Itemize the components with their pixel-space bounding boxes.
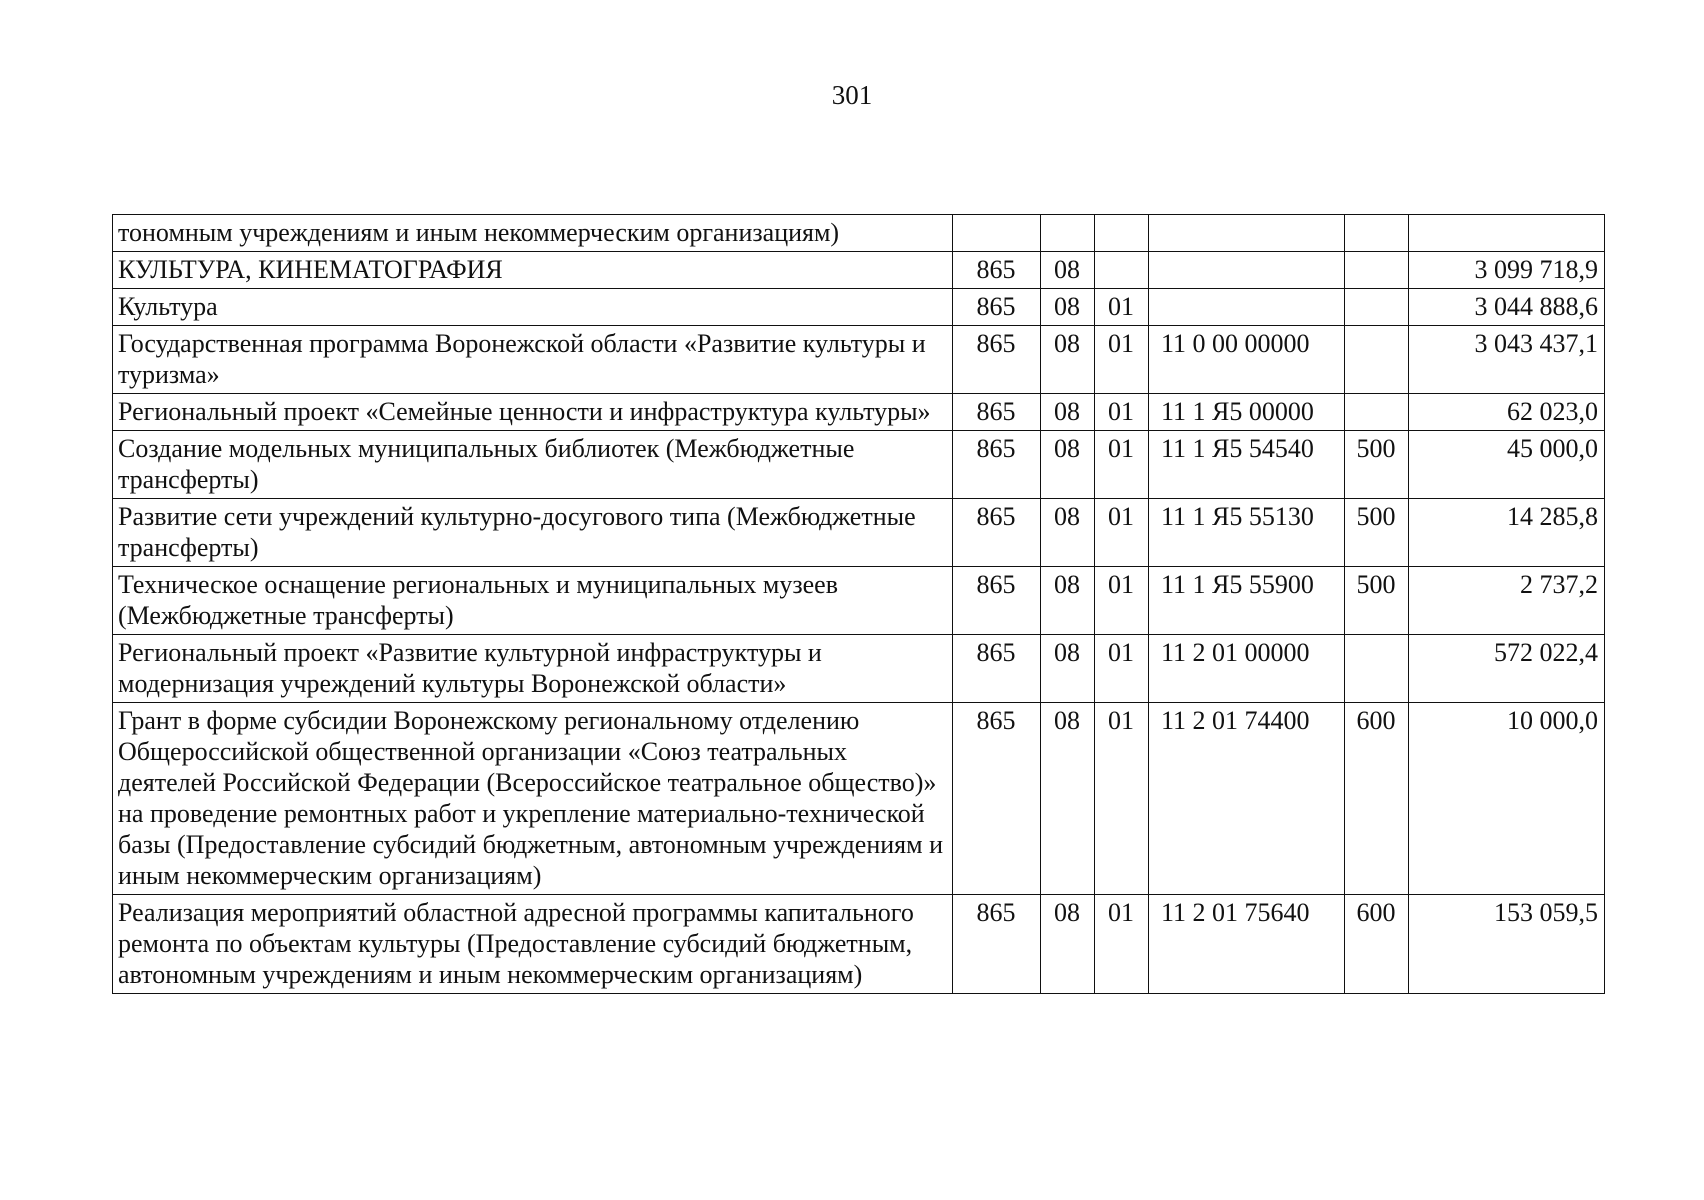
row-name: Создание модельных муниципальных библиотек (Межбюджетные трансферты) [113, 431, 953, 499]
target-code: 11 1 Я5 54540 [1149, 431, 1345, 499]
expense-type-code [1345, 394, 1409, 431]
subsection-code: 01 [1095, 567, 1149, 635]
ministry-code: 865 [953, 703, 1041, 895]
amount: 3 043 437,1 [1409, 326, 1605, 394]
subsection-code: 01 [1095, 289, 1149, 326]
target-code [1149, 289, 1345, 326]
row-name: Культура [113, 289, 953, 326]
section-code: 08 [1041, 326, 1095, 394]
section-code [1041, 215, 1095, 252]
section-code: 08 [1041, 635, 1095, 703]
section-code: 08 [1041, 394, 1095, 431]
row-name: Региональный проект «Семейные ценности и инфраструктура культуры» [113, 394, 953, 431]
subsection-code [1095, 215, 1149, 252]
amount: 10 000,0 [1409, 703, 1605, 895]
section-code: 08 [1041, 895, 1095, 994]
table-row [113, 252, 1605, 289]
amount: 62 023,0 [1409, 394, 1605, 431]
target-code: 11 0 00 00000 [1149, 326, 1345, 394]
ministry-code: 865 [953, 895, 1041, 994]
amount: 153 059,5 [1409, 895, 1605, 994]
table-row [113, 394, 1605, 431]
target-code: 11 1 Я5 55900 [1149, 567, 1345, 635]
table-row [113, 895, 1605, 994]
amount: 14 285,8 [1409, 499, 1605, 567]
table-row [113, 289, 1605, 326]
ministry-code: 865 [953, 635, 1041, 703]
expense-type-code: 500 [1345, 499, 1409, 567]
ministry-code: 865 [953, 499, 1041, 567]
table-row [113, 326, 1605, 394]
subsection-code: 01 [1095, 635, 1149, 703]
subsection-code: 01 [1095, 326, 1149, 394]
table-row [113, 215, 1605, 252]
budget-table [112, 214, 1605, 994]
table-row [113, 431, 1605, 499]
expense-type-code: 500 [1345, 431, 1409, 499]
expense-type-code: 600 [1345, 703, 1409, 895]
target-code [1149, 252, 1345, 289]
ministry-code: 865 [953, 326, 1041, 394]
subsection-code: 01 [1095, 431, 1149, 499]
amount: 3 099 718,9 [1409, 252, 1605, 289]
subsection-code: 01 [1095, 703, 1149, 895]
target-code [1149, 215, 1345, 252]
row-name: тономным учреждениям и иным некоммерческим организациям) [113, 215, 953, 252]
section-code: 08 [1041, 499, 1095, 567]
amount: 2 737,2 [1409, 567, 1605, 635]
ministry-code: 865 [953, 252, 1041, 289]
expense-type-code [1345, 289, 1409, 326]
table-row [113, 499, 1605, 567]
subsection-code: 01 [1095, 499, 1149, 567]
ministry-code: 865 [953, 394, 1041, 431]
subsection-code: 01 [1095, 895, 1149, 994]
expense-type-code [1345, 215, 1409, 252]
target-code: 11 1 Я5 55130 [1149, 499, 1345, 567]
amount: 572 022,4 [1409, 635, 1605, 703]
section-code: 08 [1041, 567, 1095, 635]
section-code: 08 [1041, 252, 1095, 289]
ministry-code [953, 215, 1041, 252]
section-code: 08 [1041, 703, 1095, 895]
ministry-code: 865 [953, 567, 1041, 635]
row-name: Техническое оснащение региональных и муниципальных музеев (Межбюджетные трансферты) [113, 567, 953, 635]
row-name: Государственная программа Воронежской области «Развитие культуры и туризма» [113, 326, 953, 394]
expense-type-code: 600 [1345, 895, 1409, 994]
row-name: Развитие сети учреждений культурно-досугового типа (Межбюджетные трансферты) [113, 499, 953, 567]
subsection-code: 01 [1095, 394, 1149, 431]
target-code: 11 2 01 74400 [1149, 703, 1345, 895]
expense-type-code [1345, 635, 1409, 703]
table-row [113, 567, 1605, 635]
amount: 3 044 888,6 [1409, 289, 1605, 326]
section-code: 08 [1041, 431, 1095, 499]
expense-type-code: 500 [1345, 567, 1409, 635]
ministry-code: 865 [953, 431, 1041, 499]
row-name: Грант в форме субсидии Воронежскому региональному отделению Общероссийской общественной организации «Союз театральных деятелей Российской Федерации (Всероссийское театральное общество)» на проведение ремонтных работ и укрепление материально-технической базы (Предоставление субсидий бюджетным, автономным учреждениям и иным некоммерческим организациям) [113, 703, 953, 895]
ministry-code: 865 [953, 289, 1041, 326]
target-code: 11 2 01 75640 [1149, 895, 1345, 994]
subsection-code [1095, 252, 1149, 289]
row-name: Реализация мероприятий областной адресной программы капитального ремонта по объектам культуры (Предоставление субсидий бюджетным, автономным учреждениям и иным некоммерческим организациям) [113, 895, 953, 994]
expense-type-code [1345, 252, 1409, 289]
target-code: 11 2 01 00000 [1149, 635, 1345, 703]
table-row [113, 635, 1605, 703]
table-row [113, 703, 1605, 895]
row-name: Региональный проект «Развитие культурной инфраструктуры и модернизация учреждений культуры Воронежской области» [113, 635, 953, 703]
section-code: 08 [1041, 289, 1095, 326]
expense-type-code [1345, 326, 1409, 394]
page-number: 301 [831, 80, 873, 110]
amount [1409, 215, 1605, 252]
target-code: 11 1 Я5 00000 [1149, 394, 1345, 431]
row-name: КУЛЬТУРА, КИНЕМАТОГРАФИЯ [113, 252, 953, 289]
amount: 45 000,0 [1409, 431, 1605, 499]
budget-table-body [113, 215, 1605, 994]
